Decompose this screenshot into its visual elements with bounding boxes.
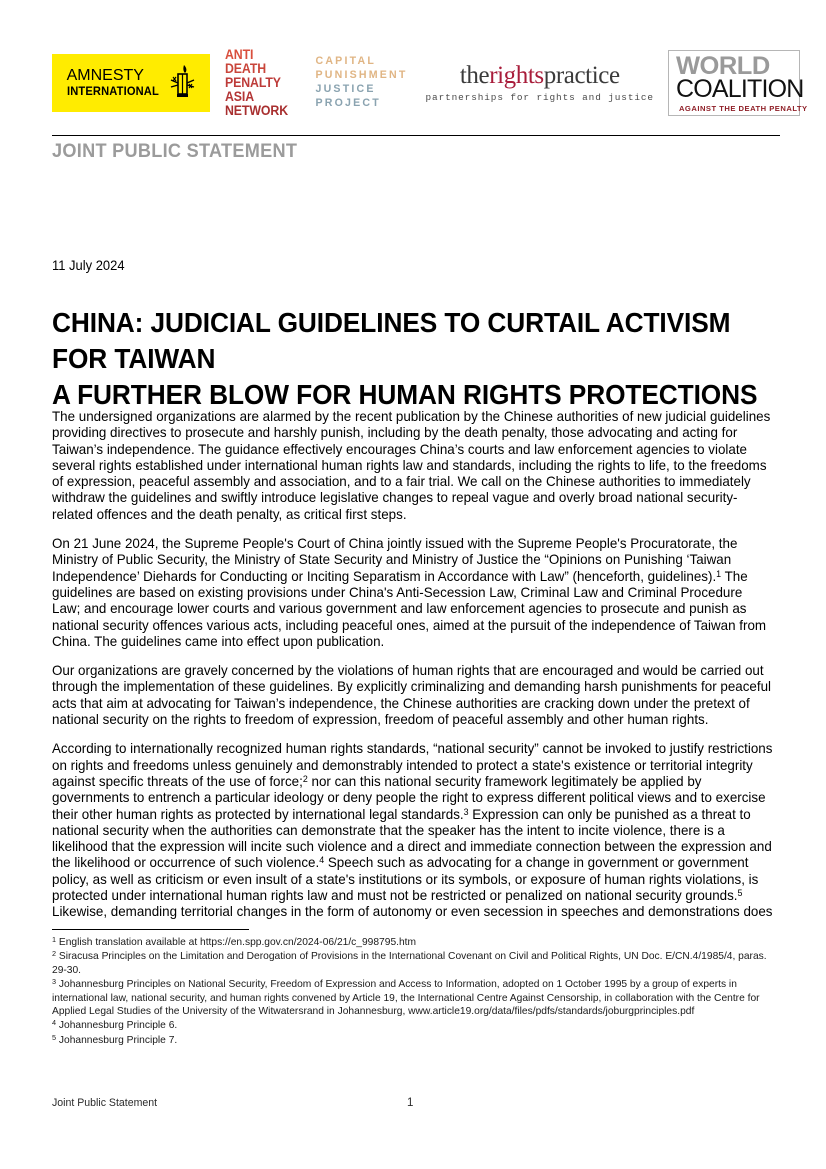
amnesty-logo-line2: INTERNATIONAL bbox=[66, 85, 159, 99]
footnote-ref-3[interactable]: 3 bbox=[463, 806, 469, 817]
footnote-item bbox=[52, 1034, 776, 1047]
page-title-line-1: CHINA: JUDICIAL GUIDELINES TO CURTAIL ACTIVISM FOR TAIWAN bbox=[52, 307, 731, 374]
body-paragraph-4-part-d: Speech such as advocating for a change in government or government policy, as well as criticism or even insult of a state's institutions or its symbols, or exposure of human rights violations, is protected under international human rights law and must not be restricted or penalized on national security grounds. bbox=[52, 855, 759, 904]
rights-practice-part2: rights bbox=[489, 62, 544, 90]
page-title-line-2: A FURTHER BLOW FOR HUMAN RIGHTS PROTECTIONS bbox=[52, 378, 758, 410]
adpan-line-4: ASIA bbox=[225, 88, 255, 104]
adpan-line-2: DEATH bbox=[225, 61, 267, 77]
header-divider bbox=[52, 135, 780, 136]
page-footer bbox=[52, 1097, 780, 1109]
rights-practice-logo bbox=[426, 63, 654, 102]
footnote-item bbox=[52, 936, 776, 949]
body-paragraph-4-part-b: nor can this national security framework legitimately be applied by governments to entrench a particular ideology or deny people the right to express different political views and to exercise their other human rights as protected by international legal standards. bbox=[52, 773, 766, 822]
page-number: 1 bbox=[407, 1097, 414, 1109]
footnote-text: Johannesburg Principle 6. bbox=[58, 1020, 178, 1032]
footnote-marker: 2 bbox=[52, 949, 57, 959]
body-paragraph-4 bbox=[52, 741, 773, 920]
footnote-text: English translation available at https://en.spp.gov.cn/2024-06/21/c_998795.htm bbox=[58, 937, 417, 948]
world-coalition-line2: COALITION bbox=[675, 75, 804, 104]
page-title bbox=[52, 305, 759, 412]
footnote-text: Johannesburg Principle 7. bbox=[58, 1034, 178, 1046]
footnote-marker: 4 bbox=[52, 1018, 57, 1028]
body-paragraph-3: Our organizations are gravely concerned by the violations of human rights that are encouraged and would be carried out through the implementation of these guidelines. By explicitly criminalizing and demanding harsh punishments for peaceful acts that aim at advocating for Taiwan’s independence, the Chinese authorities are cracking down under the pretext of national security on the rights to freedom of expression, freedom of peaceful assembly and other human rights. bbox=[52, 663, 772, 728]
body-paragraph-2 bbox=[52, 536, 773, 650]
footnote-marker: 5 bbox=[52, 1032, 57, 1042]
world-coalition-logo bbox=[668, 50, 808, 116]
footnote-item bbox=[52, 950, 776, 977]
body-paragraph-4-part-c: Expression can only be punished as a threat to national security when the authorities can demonstrate that the speaker has the intent to incite violence, there is a likelihood that the expression will incite such violence and a direct and immediate connection between the expression and the likelihood or occurrence of such violence. bbox=[52, 806, 772, 871]
adpan-line-5: NETWORK bbox=[225, 102, 289, 118]
footnote-item bbox=[52, 978, 776, 1018]
adpan-logo bbox=[225, 48, 293, 118]
adpan-line-3: PENALTY bbox=[225, 75, 281, 91]
footnote-text: Siracusa Principles on the Limitation and Derogation of Provisions in the International Covenant on Civil and Political Rights, UN Doc. E/CN.4/1985/4, paras. 29-30. bbox=[52, 951, 767, 976]
footnote-separator bbox=[52, 929, 249, 930]
rights-practice-part1: the bbox=[459, 62, 490, 90]
cpjp-line-1: CAPITAL bbox=[315, 55, 377, 68]
body-paragraph-4-part-a: According to internationally recognized human rights standards, “national security” cannot be invoked to justify restrictions on rights and freedoms unless genuinely and demonstrably intended to protect a state's existence or territorial integrity against specific threats of the use of force; bbox=[52, 741, 773, 789]
footnote-item bbox=[52, 1019, 776, 1032]
footnote-ref-4[interactable]: 4 bbox=[319, 855, 325, 866]
footnote-list bbox=[52, 936, 787, 1048]
body-paragraph-2-part-b: The guidelines are based on existing provisions under China's Anti-Secession Law, Criminal Law and Criminal Procedure Law; and encourage lower courts and various government and law enforcement agencies to prosecute and punish as national security offences various acts, including peaceful ones, aimed at the pursuit of the independence of Taiwan from China. The guidelines came into effect upon publication. bbox=[52, 568, 767, 649]
document-body bbox=[52, 409, 784, 934]
footnote-text: Johannesburg Principles on National Security, Freedom of Expression and Access to Information, adopted on 1 October 1995 by a group of experts in international law, national security, and human rights convened by Article 19, the International Centre Against Censorship, in collaboration with the Centre for Applied Legal Studies of the University of the Witwatersrand in Johannesburg, www.article19.org/data/files/pdfs/standards/joburgprinciples.pdf bbox=[52, 979, 760, 1018]
footnote-ref-1[interactable]: 1 bbox=[716, 568, 722, 579]
candle-barbed-wire-icon bbox=[169, 63, 195, 103]
world-coalition-tagline: AGAINST THE DEATH PENALTY bbox=[678, 103, 808, 113]
footnote-marker: 3 bbox=[52, 977, 57, 987]
adpan-line-1: ANTI bbox=[225, 47, 254, 63]
footnote-ref-5[interactable]: 5 bbox=[737, 888, 743, 899]
body-paragraph-2-part-a: On 21 June 2024, the Supreme People's Court of China jointly issued with the Supreme People's Procuratorate, the Ministry of Public Security, the Ministry of State Security and Ministry of Justice the “Opinions on Punishing ‘Taiwan Independence’ Diehards for Conducting or Inciting Separatism in Accordance with Law” (henceforth, guidelines). bbox=[52, 536, 738, 584]
footnote-marker: 1 bbox=[52, 935, 57, 944]
body-paragraph-1: The undersigned organizations are alarmed by the recent publication by the Chinese authorities of new judicial guidelines providing directives to prosecute and harshly punish, including by the death penalty, those advocating and acting for Taiwan’s independence. The guidance effectively encourages China’s courts and law enforcement agencies to violate several rights established under international human rights law and standards, including the rights to life, to the freedoms of expression, peaceful assembly and association, and to a fair trial. We call on the Chinese authorities to immediately withdraw the guidelines and swiftly introduce legislative changes to repeal vague and overly broad national security-related offences and the death penalty, as critical first steps. bbox=[52, 409, 771, 522]
rights-practice-tagline: partnerships for rights and justice bbox=[425, 91, 654, 103]
cpjp-logo bbox=[315, 55, 407, 110]
world-coalition-line1: WORLD bbox=[675, 52, 770, 81]
cpjp-line-3: JUSTICE bbox=[315, 83, 376, 95]
amnesty-logo-line1: AMNESTY bbox=[66, 67, 144, 85]
footnote-ref-2[interactable]: 2 bbox=[302, 773, 308, 784]
rights-practice-part3: practice bbox=[543, 62, 620, 90]
document-kicker: JOINT PUBLIC STATEMENT bbox=[52, 140, 298, 162]
cpjp-line-2: PUNISHMENT bbox=[315, 69, 408, 82]
document-date: 11 July 2024 bbox=[52, 258, 125, 273]
amnesty-international-logo bbox=[52, 54, 210, 112]
page-footer-label: Joint Public Statement bbox=[52, 1097, 158, 1109]
cpjp-line-4: PROJECT bbox=[315, 96, 381, 109]
body-paragraph-4-part-e: Likewise, demanding territorial changes in the form of autonomy or even secession in speeches and demonstrations does bbox=[52, 904, 773, 920]
logo-bar bbox=[52, 47, 808, 118]
